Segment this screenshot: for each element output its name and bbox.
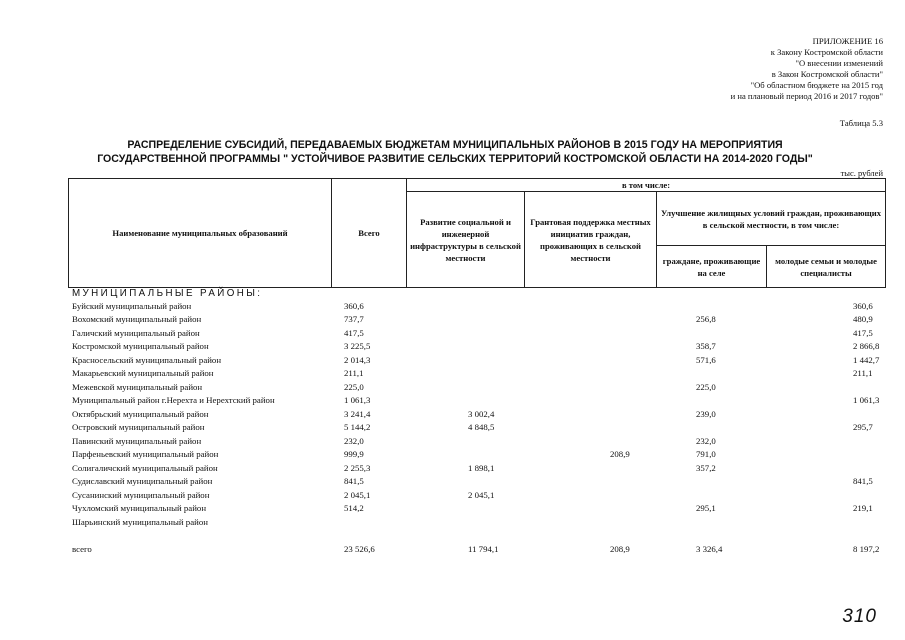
header-young: молодые семьи и молодые специалисты	[767, 246, 886, 288]
table-row	[72, 407, 885, 421]
cell-citizens: 232,0	[696, 435, 716, 446]
table-row	[72, 299, 885, 313]
cell-grant: 208,9	[610, 449, 630, 460]
page-number: 310	[842, 606, 877, 627]
table-row	[72, 421, 885, 435]
cell-name: Буйский муниципальный район	[72, 300, 192, 311]
table-row	[72, 367, 885, 381]
document-title	[60, 138, 850, 166]
cell-grant	[546, 340, 696, 354]
title-line-2: ГОСУДАРСТВЕННОЙ ПРОГРАММЫ " УСТОЙЧИВОЕ РАЗВИТИЕ СЕЛЬСКИХ ТЕРРИТОРИЙ КОСТРОМСКОЙ ОБЛАСТИ НА 2014-2020 ГОДЫ"	[97, 153, 813, 165]
appendix-line: ПРИЛОЖЕНИЕ 16	[812, 36, 883, 46]
data-table	[72, 299, 885, 556]
cell-citizens: 295,1	[696, 503, 716, 514]
cell-grant	[546, 367, 696, 381]
header-citizens: граждане, проживающие на селе	[657, 246, 767, 288]
cell-citizens: 791,0	[696, 449, 716, 460]
cell-total: 514,2	[344, 503, 364, 514]
appendix-line: в Закон Костромской области"	[771, 69, 883, 79]
cell-grant	[546, 502, 696, 516]
table-row	[72, 353, 885, 367]
cell-infra	[428, 475, 546, 489]
cell-grant	[546, 515, 696, 529]
cell-young: 480,9	[853, 314, 873, 325]
header-housing: Улучшение жилищных условий граждан, проживающих в сельской местности, в том числе:	[657, 192, 886, 246]
cell-name: Островский муниципальный район	[72, 422, 205, 433]
cell-total: 999,9	[344, 449, 364, 460]
cell-grant	[546, 407, 696, 421]
cell-young	[785, 515, 885, 529]
cell-name: Костромской муниципальный район	[72, 341, 209, 352]
cell-citizens	[696, 475, 785, 489]
cell-name: Павинский муниципальный район	[72, 435, 202, 446]
cell-grant	[546, 313, 696, 327]
cell-citizens: 357,2	[696, 462, 716, 473]
cell-infra	[428, 434, 546, 448]
cell-total: 417,5	[344, 327, 364, 338]
cell-infra	[428, 367, 546, 381]
cell-infra: 2 045,1	[468, 489, 495, 500]
table-row	[72, 502, 885, 516]
cell-citizens	[696, 421, 785, 435]
cell-infra	[428, 502, 546, 516]
cell-infra	[428, 353, 546, 367]
cell-total: 5 144,2	[344, 422, 371, 433]
cell-young: 360,6	[853, 300, 873, 311]
cell-citizens: 256,8	[696, 314, 716, 325]
cell-citizens: 358,7	[696, 341, 716, 352]
cell-young: 219,1	[853, 503, 873, 514]
cell-total: 841,5	[344, 476, 364, 487]
cell-total: 737,7	[344, 314, 364, 325]
cell-grant	[546, 394, 696, 408]
cell-young	[785, 461, 885, 475]
cell-young	[785, 380, 885, 394]
cell-grant	[546, 488, 696, 502]
cell-name: Парфеньевский муниципальный район	[72, 449, 219, 460]
header-name: Наименование муниципальных образований	[69, 179, 332, 288]
cell-total: 2 045,1	[344, 489, 371, 500]
cell-citizens	[696, 367, 785, 381]
cell-name: Красносельский муниципальный район	[72, 354, 222, 365]
cell-infra	[428, 380, 546, 394]
header-infra: Развитие социальной и инженерной инфраструктуры в сельской местности	[407, 192, 525, 288]
table-row	[72, 488, 885, 502]
appendix-block	[623, 36, 883, 102]
total-cell-label: всего	[72, 544, 92, 555]
cell-infra: 1 898,1	[468, 462, 495, 473]
cell-young: 417,5	[853, 327, 873, 338]
cell-young	[785, 448, 885, 462]
table-row	[72, 434, 885, 448]
appendix-line: и на плановый период 2016 и 2017 годов"	[730, 91, 883, 101]
cell-citizens: 571,6	[696, 354, 716, 365]
cell-name: Муниципальный район г.Нерехта и Нерехтский район	[72, 395, 275, 406]
cell-infra	[428, 515, 546, 529]
total-cell-grant: 208,9	[610, 544, 630, 555]
cell-name: Сусанинский муниципальный район	[72, 489, 210, 500]
cell-grant	[546, 434, 696, 448]
cell-young	[785, 434, 885, 448]
totals-row	[72, 529, 885, 557]
title-line-1: РАСПРЕДЕЛЕНИЕ СУБСИДИЙ, ПЕРЕДАВАЕМЫХ БЮДЖЕТАМ МУНИЦИПАЛЬНЫХ РАЙОНОВ В 2015 ГОДУ НА МЕРОПРИЯТИЯ	[127, 139, 783, 151]
table-row	[72, 448, 885, 462]
cell-total: 232,0	[344, 435, 364, 446]
appendix-line: к Закону Костромской области	[770, 47, 883, 57]
table-row	[72, 313, 885, 327]
appendix-line: "О внесении изменений	[795, 58, 883, 68]
cell-name: Галичский муниципальный район	[72, 327, 200, 338]
cell-citizens: 239,0	[696, 408, 716, 419]
cell-total: 3 241,4	[344, 408, 371, 419]
table-row	[72, 394, 885, 408]
cell-citizens: 225,0	[696, 381, 716, 392]
cell-citizens	[696, 299, 785, 313]
cell-infra: 3 002,4	[468, 408, 495, 419]
header-total: Всего	[332, 179, 407, 288]
total-cell-total: 23 526,6	[344, 544, 375, 555]
table-row	[72, 515, 885, 529]
cell-young: 1 442,7	[853, 354, 880, 365]
cell-total: 2 014,3	[344, 354, 371, 365]
cell-young: 1 061,3	[853, 395, 880, 406]
cell-infra	[428, 313, 546, 327]
cell-name: Шарьинский муниципальный район	[72, 516, 208, 527]
appendix-line: "Об областном бюджете на 2015 год	[750, 80, 883, 90]
cell-young	[785, 488, 885, 502]
total-cell-infra: 11 794,1	[468, 544, 499, 555]
total-cell-young: 8 197,2	[853, 544, 880, 555]
header-including: в том числе:	[407, 179, 886, 192]
cell-infra	[428, 299, 546, 313]
cell-infra	[428, 340, 546, 354]
cell-grant	[546, 299, 696, 313]
cell-grant	[546, 353, 696, 367]
data-rows	[72, 299, 885, 556]
cell-name: Макарьевский муниципальный район	[72, 368, 214, 379]
cell-young: 2 866,8	[853, 341, 880, 352]
cell-name: Вохомский муниципальный район	[72, 314, 202, 325]
units-label: тыс. рублей	[840, 168, 883, 178]
cell-citizens	[696, 515, 785, 529]
cell-grant	[546, 326, 696, 340]
cell-name: Солигаличский муниципальный район	[72, 462, 218, 473]
cell-infra	[428, 394, 546, 408]
cell-young: 841,5	[853, 476, 873, 487]
cell-infra: 4 848,5	[468, 422, 495, 433]
cell-name: Чухломский муниципальный район	[72, 503, 207, 514]
cell-grant	[546, 461, 696, 475]
cell-young: 211,1	[853, 368, 873, 379]
table-header	[68, 178, 886, 288]
header-grant: Грантовая поддержка местных инициатив граждан, проживающих в сельской местности	[525, 192, 657, 288]
cell-total: 360,6	[344, 300, 364, 311]
table-row	[72, 326, 885, 340]
cell-grant	[546, 475, 696, 489]
cell-grant	[546, 421, 696, 435]
cell-total: 2 255,3	[344, 462, 371, 473]
cell-total: 3 225,5	[344, 341, 371, 352]
cell-citizens	[696, 394, 785, 408]
cell-citizens	[696, 488, 785, 502]
cell-young: 295,7	[853, 422, 873, 433]
cell-total: 225,0	[344, 381, 364, 392]
table-row	[72, 461, 885, 475]
cell-grant	[546, 380, 696, 394]
table-row	[72, 380, 885, 394]
cell-infra	[428, 448, 546, 462]
cell-name: Судиславский муниципальный район	[72, 476, 213, 487]
cell-young	[785, 407, 885, 421]
cell-total: 211,1	[344, 368, 364, 379]
cell-infra	[428, 326, 546, 340]
cell-name: Межевской муниципальный район	[72, 381, 203, 392]
cell-name: Октябрьский муниципальный район	[72, 408, 209, 419]
table-number: Таблица 5.3	[839, 118, 883, 128]
cell-total	[344, 515, 428, 529]
total-cell-citizens: 3 326,4	[696, 544, 723, 555]
table-row	[72, 475, 885, 489]
table-row	[72, 340, 885, 354]
cell-total: 1 061,3	[344, 395, 371, 406]
section-title: МУНИЦИПАЛЬНЫЕ РАЙОНЫ:	[72, 288, 263, 299]
cell-citizens	[696, 326, 785, 340]
